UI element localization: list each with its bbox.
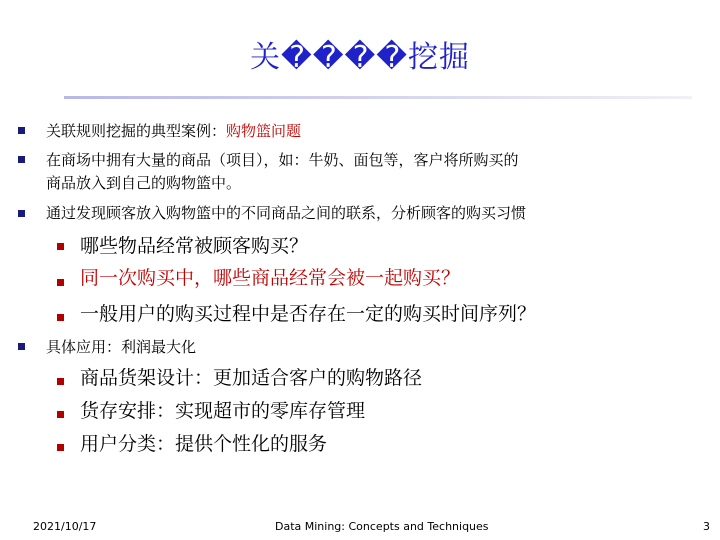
sub-bullet-text: 商品货架设计：更加适合客户的购物路径 bbox=[80, 367, 423, 389]
footer-page-number: 3 bbox=[703, 520, 710, 533]
sub-bullet-text: 用户分类：提供个性化的服务 bbox=[80, 433, 328, 455]
bullet-text-scenario-line2: 商品放入到自己的购物篮中。 bbox=[46, 174, 242, 192]
bullet-text-application: 具体应用：利润最大化 bbox=[46, 338, 197, 356]
footer-date: 2021/10/17 bbox=[33, 520, 97, 533]
bullet-marker bbox=[18, 210, 25, 217]
sub-bullet-text: 一般用户的购买过程中是否存在一定的购买时间序列？ bbox=[80, 303, 537, 325]
case-prefix: 关联规则挖掘的典型案例： bbox=[46, 122, 227, 140]
bullet-text-case bbox=[46, 120, 301, 142]
bullet-marker bbox=[18, 127, 25, 134]
title-underline bbox=[64, 96, 692, 99]
slide-title: 关����挖掘 bbox=[249, 40, 471, 75]
sub-bullet-marker bbox=[57, 279, 64, 286]
bullet-marker bbox=[18, 343, 25, 350]
sub-bullet-marker bbox=[57, 444, 64, 451]
bullet-marker bbox=[18, 156, 25, 163]
sub-bullet-text: 同一次购买中，哪些商品经常会被一起购买？ bbox=[80, 267, 461, 289]
sub-bullet-marker bbox=[57, 378, 64, 385]
bullet-text-scenario-line1: 在商场中拥有大量的商品（项目），如：牛奶、面包等，客户将所购买的 bbox=[46, 151, 519, 169]
bullet-text-analysis: 通过发现顾客放入购物篮中的不同商品之间的联系，分析顾客的购买习惯 bbox=[46, 204, 527, 222]
footer-center: Data Mining: Concepts and Techniques bbox=[275, 520, 489, 533]
case-highlight: 购物篮问题 bbox=[226, 122, 302, 140]
sub-bullet-text: 哪些物品经常被顾客购买？ bbox=[80, 235, 309, 257]
sub-bullet-text: 货存安排：实现超市的零库存管理 bbox=[80, 400, 366, 422]
sub-bullet-marker bbox=[57, 314, 64, 321]
sub-bullet-marker bbox=[57, 243, 64, 250]
sub-bullet-marker bbox=[57, 411, 64, 418]
